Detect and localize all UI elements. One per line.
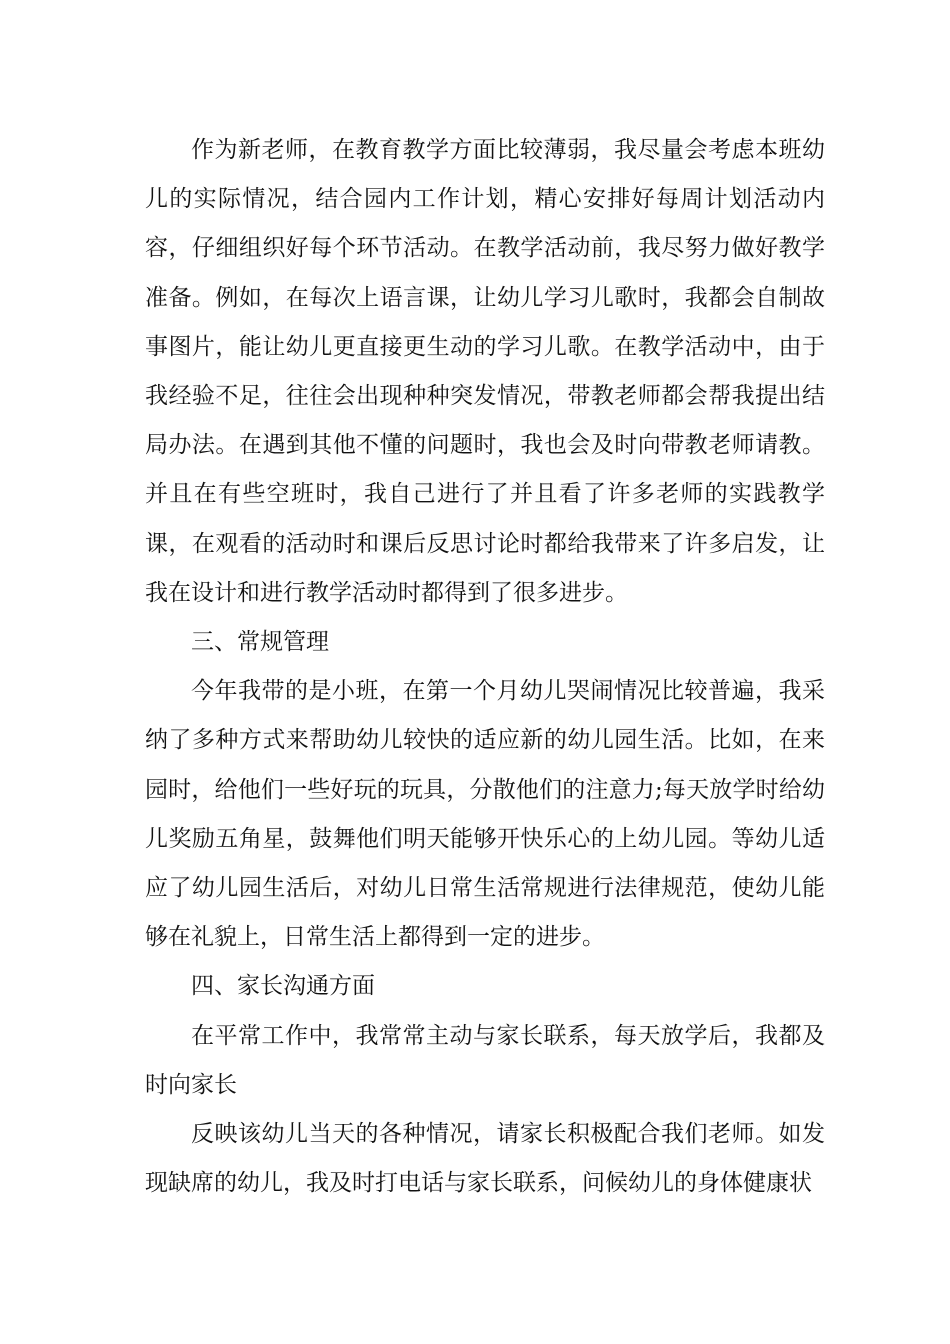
paragraph-parent-contact: 在平常工作中，我常常主动与家长联系，每天放学后，我都及时向家长 [145,1022,825,1098]
paragraph-teaching: 作为新老师，在教育教学方面比较薄弱，我尽量会考虑本班幼儿的实际情况，结合园内工作计划，精心安排好每周计划活动内容，仔细组织好每个环节活动。在教学活动前，我尽努力做好教学准备。例如，在每次上语言课，让幼儿学习儿歌时，我都会自制故事图片，能让幼儿更直接更生动的学习儿歌。在教学活动中，由于我经验不足，往往会出现种种突发情况，带教老师都会帮我提出结局办法。在遇到其他不懂的问题时，我也会及时向带教老师请教。并且在有些空班时，我自己进行了并且看了许多老师的实践教学课，在观看的活动时和课后反思讨论时都给我带来了许多启发，让我在设计和进行教学活动时都得到了很多进步。 [145,137,825,606]
paragraph-parent-feedback: 反映该幼儿当天的各种情况，请家长积极配合我们老师。如发现缺席的幼儿，我及时打电话与家长联系，问候幼儿的身体健康状 [145,1121,825,1197]
heading-routine-management: 三、常规管理 [191,629,329,656]
paragraph-routine-management: 今年我带的是小班，在第一个月幼儿哭闹情况比较普遍，我采纳了多种方式来帮助幼儿较快的适应新的幼儿园生活。比如，在来园时，给他们一些好玩的玩具，分散他们的注意力;每天放学时给幼儿奖励五角星，鼓舞他们明天能够开快乐心的上幼儿园。等幼儿适应了幼儿园生活后，对幼儿日常生活常规进行法律规范，使幼儿能够在礼貌上，日常生活上都得到一定的进步。 [145,678,825,951]
heading-parent-communication: 四、家长沟通方面 [191,973,375,1000]
document-body [145,126,825,1208]
